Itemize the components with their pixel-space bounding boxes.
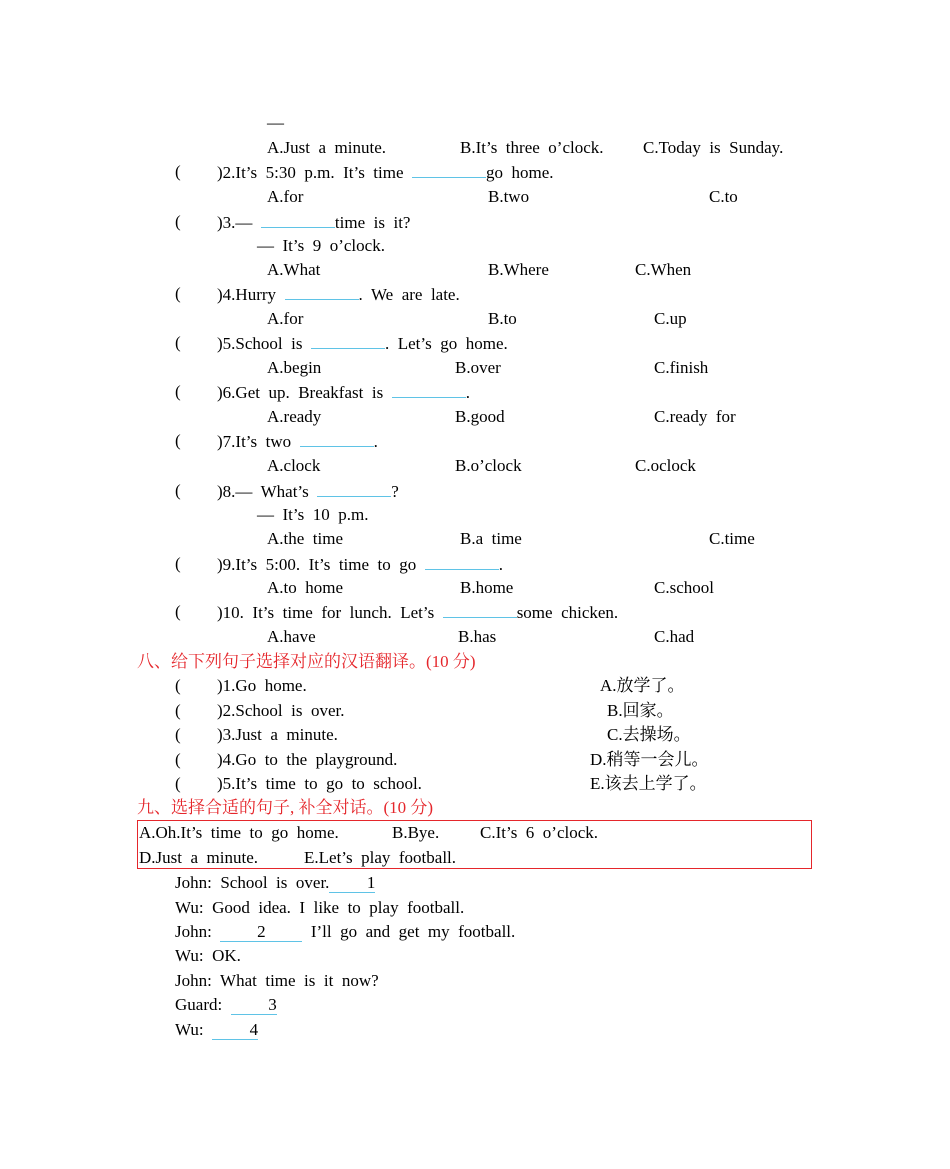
q8-answer: — It’s 10 p.m. bbox=[257, 505, 369, 524]
q10-blank[interactable] bbox=[443, 601, 517, 618]
q10-option-a: A.have bbox=[267, 627, 316, 646]
q2-option-b: B.two bbox=[488, 187, 530, 206]
q3-option-a: A.What bbox=[267, 260, 321, 279]
q1-option-b: B.It’s three o’clock. bbox=[460, 138, 604, 157]
q4-option-c: C.up bbox=[654, 309, 687, 328]
dialog-blank-3[interactable]: 3 bbox=[231, 996, 277, 1015]
dialog-blank-2[interactable]: 2 bbox=[220, 923, 302, 942]
sec8-item2-text: )2.School is over. bbox=[217, 701, 345, 720]
q6-option-a: A.ready bbox=[267, 407, 322, 426]
sec8-item1-text: )1.Go home. bbox=[217, 676, 307, 695]
dialog-blank-4[interactable]: 4 bbox=[212, 1021, 258, 1040]
q7-option-c: C.oclock bbox=[635, 456, 696, 475]
dialog-line-1: John: School is over. 1 bbox=[175, 873, 376, 892]
q10-option-c: C.had bbox=[654, 627, 695, 646]
q3-option-b: B.Where bbox=[488, 260, 549, 279]
q6-paren: ( bbox=[175, 382, 181, 401]
q2-option-a: A.for bbox=[267, 187, 304, 206]
q8-blank[interactable] bbox=[317, 480, 391, 497]
sec8-option-b: B.回家。 bbox=[607, 701, 674, 720]
q7-option-b: B.o’clock bbox=[455, 456, 522, 475]
section9-title: 九、选择合适的句子, 补全对话。(10 分) bbox=[137, 798, 434, 817]
q10-paren: ( bbox=[175, 602, 181, 621]
q6-stem: )6.Get up. Breakfast is . bbox=[217, 383, 470, 402]
q6-option-b: B.good bbox=[455, 407, 505, 426]
sec8-item4-text: )4.Go to the playground. bbox=[217, 750, 398, 769]
q9-option-a: A.to home bbox=[267, 578, 344, 597]
q1-option-a: A.Just a minute. bbox=[267, 138, 386, 157]
q8-option-c: C.time bbox=[709, 529, 755, 548]
sec8-option-a: A.放学了。 bbox=[600, 676, 685, 695]
box-option-d: D.Just a minute. bbox=[139, 848, 258, 867]
q6-option-c: C.ready for bbox=[654, 407, 736, 426]
q4-stem: )4.Hurry . We are late. bbox=[217, 285, 460, 304]
q4-paren: ( bbox=[175, 284, 181, 303]
q3-stem: )3.— time is it? bbox=[217, 213, 411, 232]
q8-option-a: A.the time bbox=[267, 529, 344, 548]
q5-option-b: B.over bbox=[455, 358, 501, 377]
box-option-e: E.Let’s play football. bbox=[304, 848, 457, 867]
q3-answer: — It’s 9 o’clock. bbox=[257, 236, 385, 255]
dialog-line-7: Wu: 4 bbox=[175, 1020, 259, 1039]
q3-blank[interactable] bbox=[261, 211, 335, 228]
q5-option-a: A.begin bbox=[267, 358, 322, 377]
box-option-c: C.It’s 6 o’clock. bbox=[480, 823, 599, 842]
q2-blank[interactable] bbox=[412, 161, 486, 178]
q9-stem: )9.It’s 5:00. It’s time to go . bbox=[217, 555, 504, 574]
q1-option-c: C.Today is Sunday. bbox=[643, 138, 784, 157]
dialog-line-2: Wu: Good idea. I like to play football. bbox=[175, 898, 465, 917]
box-option-b: B.Bye. bbox=[392, 823, 440, 842]
q5-paren: ( bbox=[175, 333, 181, 352]
dialog-line-3: John: 2 I’ll go and get my football. bbox=[175, 922, 516, 941]
q7-paren: ( bbox=[175, 431, 181, 450]
sec8-item3-text: )3.Just a minute. bbox=[217, 725, 338, 744]
sec8-item5-text: )5.It’s time to go to school. bbox=[217, 774, 422, 793]
sec8-option-d: D.稍等一会儿。 bbox=[590, 750, 709, 769]
q7-blank[interactable] bbox=[300, 430, 374, 447]
dialog-line-6: Guard: 3 bbox=[175, 995, 277, 1014]
q9-blank[interactable] bbox=[425, 553, 499, 570]
sec8-item1-paren: ( bbox=[175, 676, 181, 695]
sec8-item5-paren: ( bbox=[175, 774, 181, 793]
q6-blank[interactable] bbox=[392, 381, 466, 398]
q4-blank[interactable] bbox=[285, 283, 359, 300]
sec8-item4-paren: ( bbox=[175, 750, 181, 769]
q2-option-c: C.to bbox=[709, 187, 738, 206]
q8-option-b: B.a time bbox=[460, 529, 522, 548]
q7-option-a: A.clock bbox=[267, 456, 321, 475]
q5-option-c: C.finish bbox=[654, 358, 709, 377]
sec8-option-e: E.该去上学了。 bbox=[590, 774, 707, 793]
section8-title: 八、给下列句子选择对应的汉语翻译。(10 分) bbox=[137, 652, 476, 671]
q8-paren: ( bbox=[175, 481, 181, 500]
q9-option-b: B.home bbox=[460, 578, 514, 597]
q2-paren: ( bbox=[175, 162, 181, 181]
q3-option-c: C.When bbox=[635, 260, 692, 279]
box-option-a: A.Oh.It’s time to go home. bbox=[139, 823, 339, 842]
dialog-line-4: Wu: OK. bbox=[175, 946, 241, 965]
q5-stem: )5.School is . Let’s go home. bbox=[217, 334, 508, 353]
q1-dash: — bbox=[267, 113, 284, 132]
sec8-option-c: C.去操场。 bbox=[607, 725, 691, 744]
q9-paren: ( bbox=[175, 554, 181, 573]
q4-option-a: A.for bbox=[267, 309, 304, 328]
q10-stem: )10. It’s time for lunch. Let’s some chicken. bbox=[217, 603, 619, 622]
q7-stem: )7.It’s two . bbox=[217, 432, 378, 451]
dialog-blank-1[interactable]: 1 bbox=[329, 874, 375, 893]
q8-stem: )8.— What’s ? bbox=[217, 482, 399, 501]
sec8-item3-paren: ( bbox=[175, 725, 181, 744]
q9-option-c: C.school bbox=[654, 578, 714, 597]
q5-blank[interactable] bbox=[311, 332, 385, 349]
q3-paren: ( bbox=[175, 212, 181, 231]
sec8-item2-paren: ( bbox=[175, 701, 181, 720]
q10-option-b: B.has bbox=[458, 627, 497, 646]
dialog-line-5: John: What time is it now? bbox=[175, 971, 379, 990]
q4-option-b: B.to bbox=[488, 309, 517, 328]
q2-stem: )2.It’s 5:30 p.m. It’s time go home. bbox=[217, 163, 554, 182]
